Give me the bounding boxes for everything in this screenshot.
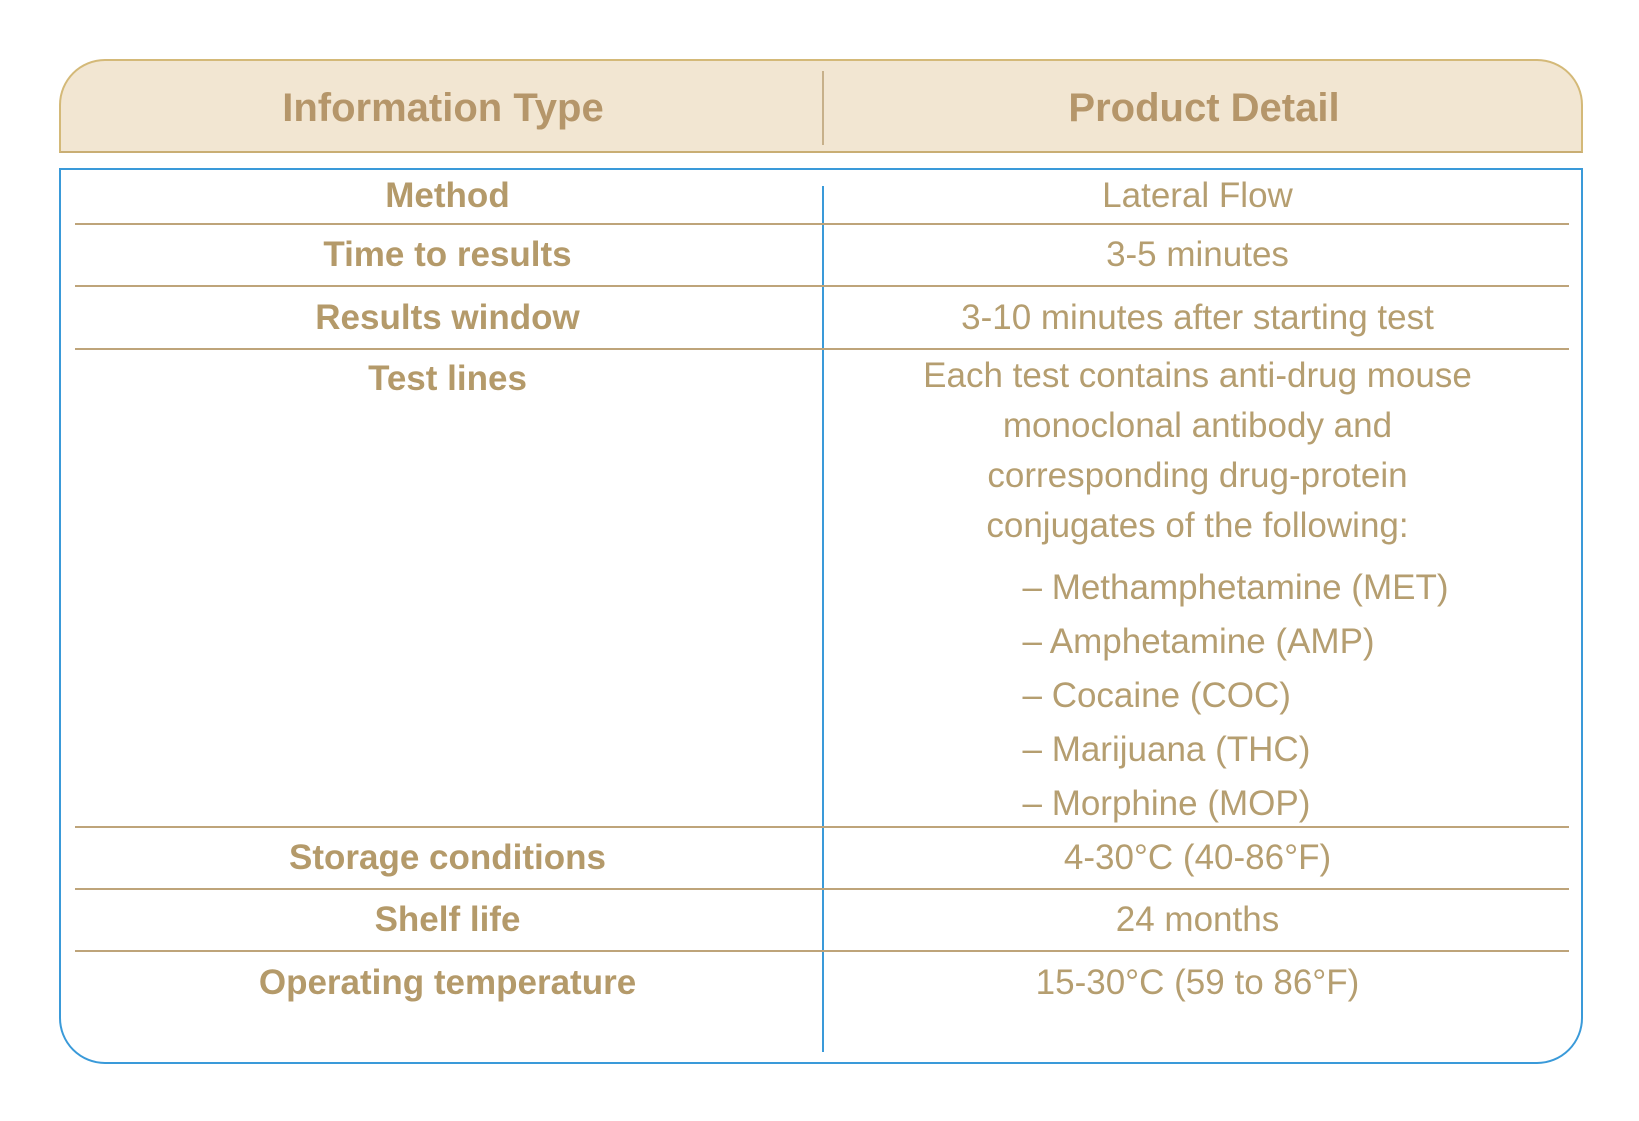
drug-list <box>933 561 1463 831</box>
row-label-test-lines: Test lines <box>368 359 527 398</box>
row-value-test-lines <box>826 350 1569 826</box>
row-label-shelf-life: Shelf life <box>374 900 521 939</box>
row-value-shelf-life: 24 months <box>1115 900 1280 939</box>
intro-line: corresponding drug-protein <box>987 455 1408 495</box>
row-label-method: Method <box>385 176 510 215</box>
list-item: – Amphetamine (AMP) <box>1022 621 1375 661</box>
row-label-time-to-results: Time to results <box>323 235 572 274</box>
intro-line: monoclonal antibody and <box>1002 405 1393 445</box>
header-column-divider <box>822 71 824 145</box>
row-value-operating-temperature: 15-30°C (59 to 86°F) <box>1035 963 1360 1002</box>
table-body <box>59 168 1583 1064</box>
list-item: – Marijuana (THC) <box>1022 729 1311 769</box>
list-item: – Cocaine (COC) <box>1022 675 1291 715</box>
row-label-results-window: Results window <box>315 297 580 337</box>
list-item: – Methamphetamine (MET) <box>1022 567 1449 607</box>
row-value-results-window: 3-10 minutes after starting test <box>961 297 1434 337</box>
row-label-storage-conditions: Storage conditions <box>289 838 606 877</box>
column-divider <box>822 186 824 1052</box>
header-product-detail: Product Detail <box>1068 85 1340 130</box>
intro-line: conjugates of the following: <box>986 505 1409 545</box>
intro-line: Each test contains anti-drug mouse <box>923 355 1472 395</box>
header-information-type: Information Type <box>282 85 604 130</box>
row-value-time-to-results: 3-5 minutes <box>1106 235 1289 274</box>
list-item: – Morphine (MOP) <box>1022 783 1311 823</box>
row-label-operating-temperature: Operating temperature <box>258 963 637 1002</box>
row-value-method: Lateral Flow <box>1102 176 1293 215</box>
test-lines-intro <box>923 350 1472 551</box>
row-value-storage-conditions: 4-30°C (40-86°F) <box>1063 838 1332 877</box>
table-header <box>59 59 1583 153</box>
